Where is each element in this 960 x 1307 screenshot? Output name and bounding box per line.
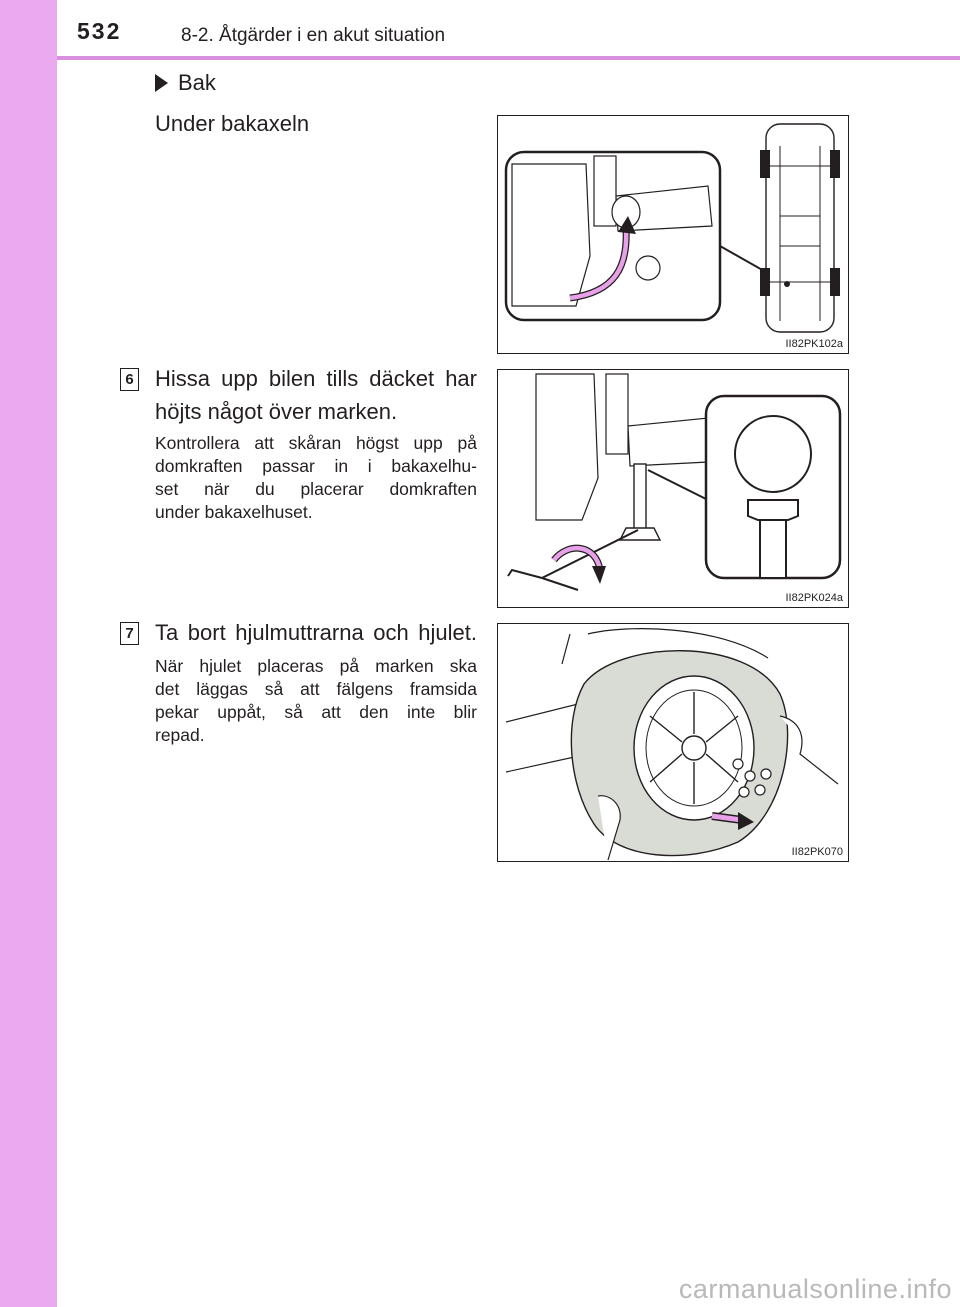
step-6-note-line: Kontrollera att skåran högst upp på <box>155 433 477 453</box>
watermark[interactable]: carmanualsonline.info <box>678 1274 952 1304</box>
figure-id: II82PK024a <box>785 592 843 604</box>
triangle-bullet-icon <box>155 74 168 92</box>
figure-id: II82PK070 <box>791 846 843 858</box>
wheel-removal-illustration <box>498 624 848 861</box>
step-7-instruction <box>155 616 477 649</box>
step-6-note <box>155 432 477 524</box>
step-6-instruction <box>155 362 477 428</box>
page-number: 532 <box>77 18 122 44</box>
jack-lift-illustration <box>498 370 848 607</box>
section-title: 8-2. Åtgärder i en akut situation <box>181 25 446 46</box>
step-number-6: 6 <box>120 368 139 391</box>
step-7-note-line: pekar uppåt, så att den inte blir <box>155 702 477 722</box>
step-6-line-1: Hissa upp bilen tills däcket har <box>155 366 477 391</box>
bullet-rear <box>155 70 216 96</box>
step-6-note-line: domkraften passar in i bakaxelhu- <box>155 456 477 476</box>
step-7-note-line: När hjulet placeras på marken ska <box>155 656 477 676</box>
figure-rear-axle <box>497 115 849 354</box>
header-rule <box>57 56 960 60</box>
figure-id: II82PK102a <box>785 338 843 350</box>
rear-axle-illustration <box>498 116 848 353</box>
step-7-note-line: det läggas så att fälgens framsida <box>155 679 477 699</box>
step-7-note <box>155 655 477 747</box>
figure-jack-lift <box>497 369 849 608</box>
chapter-sidebar <box>0 0 57 1307</box>
step-number-7: 7 <box>120 622 139 645</box>
step-6-note-line: set när du placerar domkraften <box>155 479 477 499</box>
step-6-note-line: under bakaxelhuset. <box>155 502 313 522</box>
step-7-note-line: repad. <box>155 725 205 745</box>
figure-wheel-removal <box>497 623 849 862</box>
location-text: Under bakaxeln <box>155 111 310 136</box>
step-6-line-2: höjts något över marken. <box>155 399 398 424</box>
bullet-label: Bak <box>178 70 216 95</box>
step-7-line-1: Ta bort hjulmuttrarna och hjulet. <box>155 620 477 645</box>
